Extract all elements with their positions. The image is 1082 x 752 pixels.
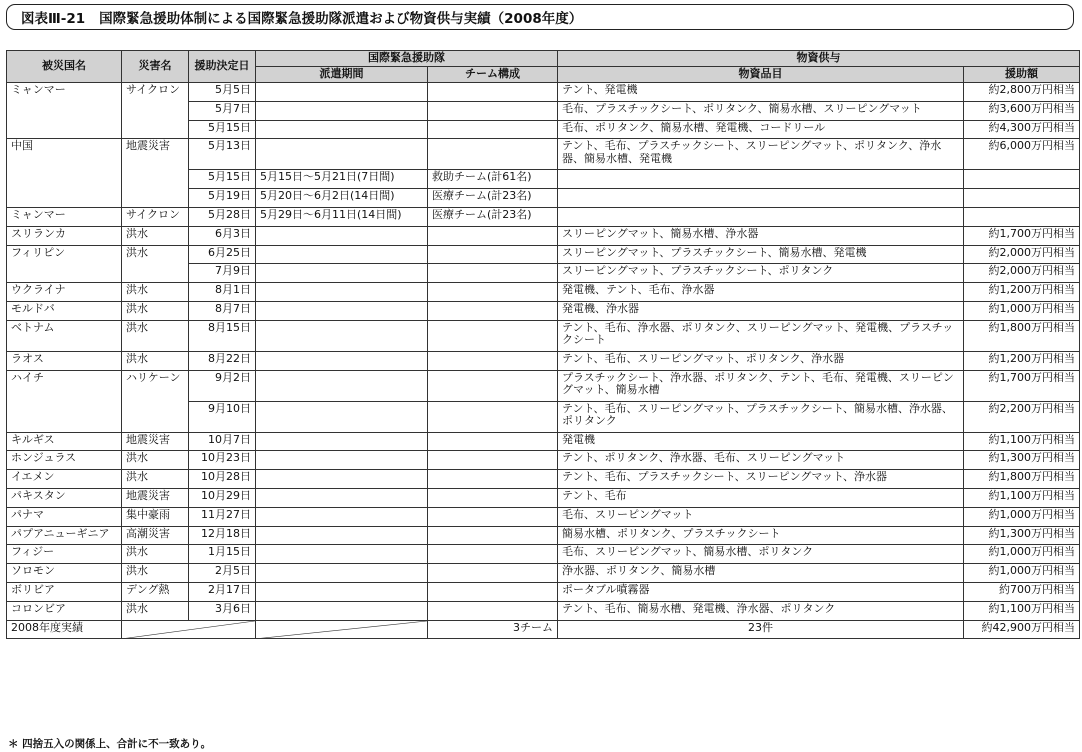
country-cell: 中国 xyxy=(7,139,122,208)
period-cell xyxy=(256,320,428,351)
amount-cell xyxy=(964,207,1080,226)
country-cell: コロンビア xyxy=(7,601,122,620)
team-cell xyxy=(428,470,558,489)
country-cell: ソロモン xyxy=(7,564,122,583)
items-cell: ポータブル噴霧器 xyxy=(558,582,964,601)
period-cell xyxy=(256,432,428,451)
period-cell xyxy=(256,601,428,620)
table-row xyxy=(7,601,1080,620)
period-cell xyxy=(256,139,428,170)
amount-cell xyxy=(964,189,1080,208)
amount-cell: 約1,800万円相当 xyxy=(964,320,1080,351)
date-cell: 5月28日 xyxy=(189,207,256,226)
team-cell xyxy=(428,432,558,451)
disaster-cell: 洪水 xyxy=(122,564,189,583)
period-cell: 5月15日～5月21日(7日間) xyxy=(256,170,428,189)
country-cell: ウクライナ xyxy=(7,283,122,302)
country-cell: ラオス xyxy=(7,351,122,370)
figure-title-box xyxy=(6,4,1074,30)
amount-cell: 約4,300万円相当 xyxy=(964,120,1080,139)
team-cell: 医療チーム(計23名) xyxy=(428,189,558,208)
team-cell xyxy=(428,488,558,507)
table-row xyxy=(7,432,1080,451)
period-cell xyxy=(256,120,428,139)
table-row xyxy=(7,582,1080,601)
date-cell: 5月19日 xyxy=(189,189,256,208)
items-cell: 発電機、テント、毛布、浄水器 xyxy=(558,283,964,302)
date-cell: 8月15日 xyxy=(189,320,256,351)
date-cell: 8月22日 xyxy=(189,351,256,370)
total-period-diagonal-cell xyxy=(256,620,428,639)
team-cell xyxy=(428,120,558,139)
table-row xyxy=(7,226,1080,245)
team-cell xyxy=(428,301,558,320)
period-cell xyxy=(256,488,428,507)
team-cell xyxy=(428,264,558,283)
date-cell: 7月9日 xyxy=(189,264,256,283)
items-cell: スリーピングマット、プラスチックシート、簡易水槽、発電機 xyxy=(558,245,964,264)
header-items: 物資品目 xyxy=(558,67,964,83)
disaster-cell: 洪水 xyxy=(122,320,189,351)
amount-cell: 約2,800万円相当 xyxy=(964,83,1080,102)
date-cell: 6月3日 xyxy=(189,226,256,245)
disaster-cell: 洪水 xyxy=(122,351,189,370)
date-cell: 8月7日 xyxy=(189,301,256,320)
amount-cell: 約2,000万円相当 xyxy=(964,264,1080,283)
aid-table xyxy=(6,50,1080,639)
period-cell xyxy=(256,526,428,545)
header-team-group: 国際緊急援助隊 xyxy=(256,51,558,67)
table-row xyxy=(7,488,1080,507)
table-row xyxy=(7,507,1080,526)
country-cell: イエメン xyxy=(7,470,122,489)
date-cell: 5月15日 xyxy=(189,170,256,189)
items-cell: テント、毛布、簡易水槽、発電機、浄水器、ポリタンク xyxy=(558,601,964,620)
team-cell xyxy=(428,245,558,264)
table-row xyxy=(7,83,1080,102)
items-cell: テント、毛布、スリーピングマット、ポリタンク、浄水器 xyxy=(558,351,964,370)
country-cell: ミャンマー xyxy=(7,83,122,139)
disaster-cell: ハリケーン xyxy=(122,370,189,432)
items-cell xyxy=(558,189,964,208)
items-cell: テント、毛布、プラスチックシート、スリーピングマット、ポリタンク、浄水器、簡易水槽、発電機 xyxy=(558,139,964,170)
items-cell: プラスチックシート、浄水器、ポリタンク、テント、毛布、発電機、スリーピングマット、簡易水槽 xyxy=(558,370,964,401)
period-cell xyxy=(256,582,428,601)
team-cell xyxy=(428,526,558,545)
period-cell xyxy=(256,507,428,526)
amount-cell: 約1,300万円相当 xyxy=(964,451,1080,470)
team-cell xyxy=(428,370,558,401)
amount-cell: 約1,100万円相当 xyxy=(964,432,1080,451)
team-cell xyxy=(428,83,558,102)
amount-cell: 約1,000万円相当 xyxy=(964,564,1080,583)
country-cell: フィジー xyxy=(7,545,122,564)
disaster-cell: 洪水 xyxy=(122,451,189,470)
disaster-cell: 洪水 xyxy=(122,470,189,489)
items-cell: スリーピングマット、簡易水槽、浄水器 xyxy=(558,226,964,245)
table-row xyxy=(7,207,1080,226)
country-cell: パキスタン xyxy=(7,488,122,507)
team-cell xyxy=(428,507,558,526)
disaster-cell: 洪水 xyxy=(122,301,189,320)
disaster-cell: 洪水 xyxy=(122,226,189,245)
footnote: ＊ 四捨五入の関係上、合計に不一致あり。 xyxy=(8,738,212,750)
amount-cell: 約2,200万円相当 xyxy=(964,401,1080,432)
team-cell xyxy=(428,139,558,170)
team-cell xyxy=(428,545,558,564)
date-cell: 9月10日 xyxy=(189,401,256,432)
header-decision-date: 援助決定日 xyxy=(189,51,256,83)
date-cell: 2月5日 xyxy=(189,564,256,583)
period-cell xyxy=(256,470,428,489)
country-cell: キルギス xyxy=(7,432,122,451)
table-row xyxy=(7,470,1080,489)
date-cell: 9月2日 xyxy=(189,370,256,401)
items-cell: テント、ポリタンク、浄水器、毛布、スリーピングマット xyxy=(558,451,964,470)
total-teams: 3チーム xyxy=(428,620,558,639)
disaster-cell: 地震災害 xyxy=(122,139,189,208)
items-cell: 浄水器、ポリタンク、簡易水槽 xyxy=(558,564,964,583)
total-items: 23件 xyxy=(558,620,964,639)
date-cell: 5月15日 xyxy=(189,120,256,139)
period-cell xyxy=(256,370,428,401)
team-cell xyxy=(428,601,558,620)
items-cell: 簡易水槽、ポリタンク、プラスチックシート xyxy=(558,526,964,545)
amount-cell: 約1,000万円相当 xyxy=(964,507,1080,526)
header-dispatch-period: 派遣期間 xyxy=(256,67,428,83)
amount-cell: 約6,000万円相当 xyxy=(964,139,1080,170)
country-cell: フィリピン xyxy=(7,245,122,283)
amount-cell: 約700万円相当 xyxy=(964,582,1080,601)
table-row xyxy=(7,526,1080,545)
disaster-cell: 地震災害 xyxy=(122,488,189,507)
disaster-cell: 洪水 xyxy=(122,545,189,564)
amount-cell: 約1,700万円相当 xyxy=(964,370,1080,401)
date-cell: 8月1日 xyxy=(189,283,256,302)
amount-cell: 約1,100万円相当 xyxy=(964,601,1080,620)
items-cell xyxy=(558,207,964,226)
disaster-cell: 地震災害 xyxy=(122,432,189,451)
period-cell xyxy=(256,564,428,583)
disaster-cell: デング熱 xyxy=(122,582,189,601)
date-cell: 11月27日 xyxy=(189,507,256,526)
period-cell: 5月20日～6月2日(14日間) xyxy=(256,189,428,208)
table-row xyxy=(7,370,1080,401)
items-cell: 毛布、プラスチックシート、ポリタンク、簡易水槽、スリーピングマット xyxy=(558,101,964,120)
table-body xyxy=(7,83,1080,639)
amount-cell: 約1,800万円相当 xyxy=(964,470,1080,489)
date-cell: 2月17日 xyxy=(189,582,256,601)
team-cell xyxy=(428,226,558,245)
team-cell xyxy=(428,401,558,432)
amount-cell: 約3,600万円相当 xyxy=(964,101,1080,120)
total-label: 2008年度実績 xyxy=(7,620,122,639)
period-cell: 5月29日～6月11日(14日間) xyxy=(256,207,428,226)
disaster-cell: 高潮災害 xyxy=(122,526,189,545)
amount-cell xyxy=(964,170,1080,189)
items-cell: テント、毛布、スリーピングマット、プラスチックシート、簡易水槽、浄水器、ポリタンク xyxy=(558,401,964,432)
table-row xyxy=(7,351,1080,370)
period-cell xyxy=(256,545,428,564)
date-cell: 5月13日 xyxy=(189,139,256,170)
disaster-cell: 洪水 xyxy=(122,245,189,283)
period-cell xyxy=(256,301,428,320)
amount-cell: 約1,100万円相当 xyxy=(964,488,1080,507)
period-cell xyxy=(256,351,428,370)
items-cell: 毛布、ポリタンク、簡易水槽、発電機、コードリール xyxy=(558,120,964,139)
team-cell xyxy=(428,564,558,583)
header-supply-group: 物資供与 xyxy=(558,51,1080,67)
header-country: 被災国名 xyxy=(7,51,122,83)
team-cell xyxy=(428,320,558,351)
date-cell: 10月7日 xyxy=(189,432,256,451)
date-cell: 10月28日 xyxy=(189,470,256,489)
figure-number: 図表Ⅲ-21 xyxy=(21,11,86,27)
table-row xyxy=(7,451,1080,470)
date-cell: 5月5日 xyxy=(189,83,256,102)
items-cell: テント、発電機 xyxy=(558,83,964,102)
team-cell xyxy=(428,582,558,601)
amount-cell: 約2,000万円相当 xyxy=(964,245,1080,264)
period-cell xyxy=(256,101,428,120)
country-cell: ホンジュラス xyxy=(7,451,122,470)
amount-cell: 約1,700万円相当 xyxy=(964,226,1080,245)
country-cell: スリランカ xyxy=(7,226,122,245)
date-cell: 6月25日 xyxy=(189,245,256,264)
date-cell: 3月6日 xyxy=(189,601,256,620)
country-cell: ボリビア xyxy=(7,582,122,601)
period-cell xyxy=(256,83,428,102)
date-cell: 5月7日 xyxy=(189,101,256,120)
period-cell xyxy=(256,451,428,470)
date-cell: 10月23日 xyxy=(189,451,256,470)
country-cell: ミャンマー xyxy=(7,207,122,226)
table-row xyxy=(7,564,1080,583)
table-row xyxy=(7,283,1080,302)
country-cell: ハイチ xyxy=(7,370,122,432)
header-disaster: 災害名 xyxy=(122,51,189,83)
team-cell xyxy=(428,101,558,120)
table-row xyxy=(7,301,1080,320)
disaster-cell: 洪水 xyxy=(122,601,189,620)
date-cell: 1月15日 xyxy=(189,545,256,564)
team-cell xyxy=(428,283,558,302)
items-cell: テント、毛布、プラスチックシート、スリーピングマット、浄水器 xyxy=(558,470,964,489)
team-cell xyxy=(428,451,558,470)
items-cell: 発電機 xyxy=(558,432,964,451)
header-amount: 援助額 xyxy=(964,67,1080,83)
table-row xyxy=(7,245,1080,264)
amount-cell: 約1,200万円相当 xyxy=(964,283,1080,302)
disaster-cell: サイクロン xyxy=(122,207,189,226)
items-cell: テント、毛布 xyxy=(558,488,964,507)
date-cell: 10月29日 xyxy=(189,488,256,507)
period-cell xyxy=(256,245,428,264)
amount-cell: 約1,000万円相当 xyxy=(964,545,1080,564)
total-diagonal-cell xyxy=(122,620,256,639)
period-cell xyxy=(256,226,428,245)
team-cell: 救助チーム(計61名) xyxy=(428,170,558,189)
total-row xyxy=(7,620,1080,639)
period-cell xyxy=(256,283,428,302)
disaster-cell: 集中豪雨 xyxy=(122,507,189,526)
country-cell: パナマ xyxy=(7,507,122,526)
items-cell xyxy=(558,170,964,189)
date-cell: 12月18日 xyxy=(189,526,256,545)
country-cell: モルドバ xyxy=(7,301,122,320)
country-cell: ベトナム xyxy=(7,320,122,351)
amount-cell: 約1,200万円相当 xyxy=(964,351,1080,370)
amount-cell: 約1,000万円相当 xyxy=(964,301,1080,320)
diagonal-line-icon xyxy=(256,621,427,639)
disaster-cell: 洪水 xyxy=(122,283,189,302)
items-cell: テント、毛布、浄水器、ポリタンク、スリーピングマット、発電機、プラスチックシート xyxy=(558,320,964,351)
amount-cell: 約1,300万円相当 xyxy=(964,526,1080,545)
total-amount: 約42,900万円相当 xyxy=(964,620,1080,639)
items-cell: 毛布、スリーピングマット xyxy=(558,507,964,526)
figure-title: 国際緊急援助体制による国際緊急援助隊派遣および物資供与実績（2008年度） xyxy=(99,11,583,27)
country-cell: パプアニューギニア xyxy=(7,526,122,545)
team-cell: 医療チーム(計23名) xyxy=(428,207,558,226)
disaster-cell: サイクロン xyxy=(122,83,189,139)
items-cell: 発電機、浄水器 xyxy=(558,301,964,320)
items-cell: 毛布、スリーピングマット、簡易水槽、ポリタンク xyxy=(558,545,964,564)
team-cell xyxy=(428,351,558,370)
period-cell xyxy=(256,264,428,283)
table-row xyxy=(7,545,1080,564)
table-row xyxy=(7,139,1080,170)
items-cell: スリーピングマット、プラスチックシート、ポリタンク xyxy=(558,264,964,283)
header-team-composition: チーム構成 xyxy=(428,67,558,83)
diagonal-line-icon xyxy=(122,621,255,639)
table-row xyxy=(7,320,1080,351)
period-cell xyxy=(256,401,428,432)
